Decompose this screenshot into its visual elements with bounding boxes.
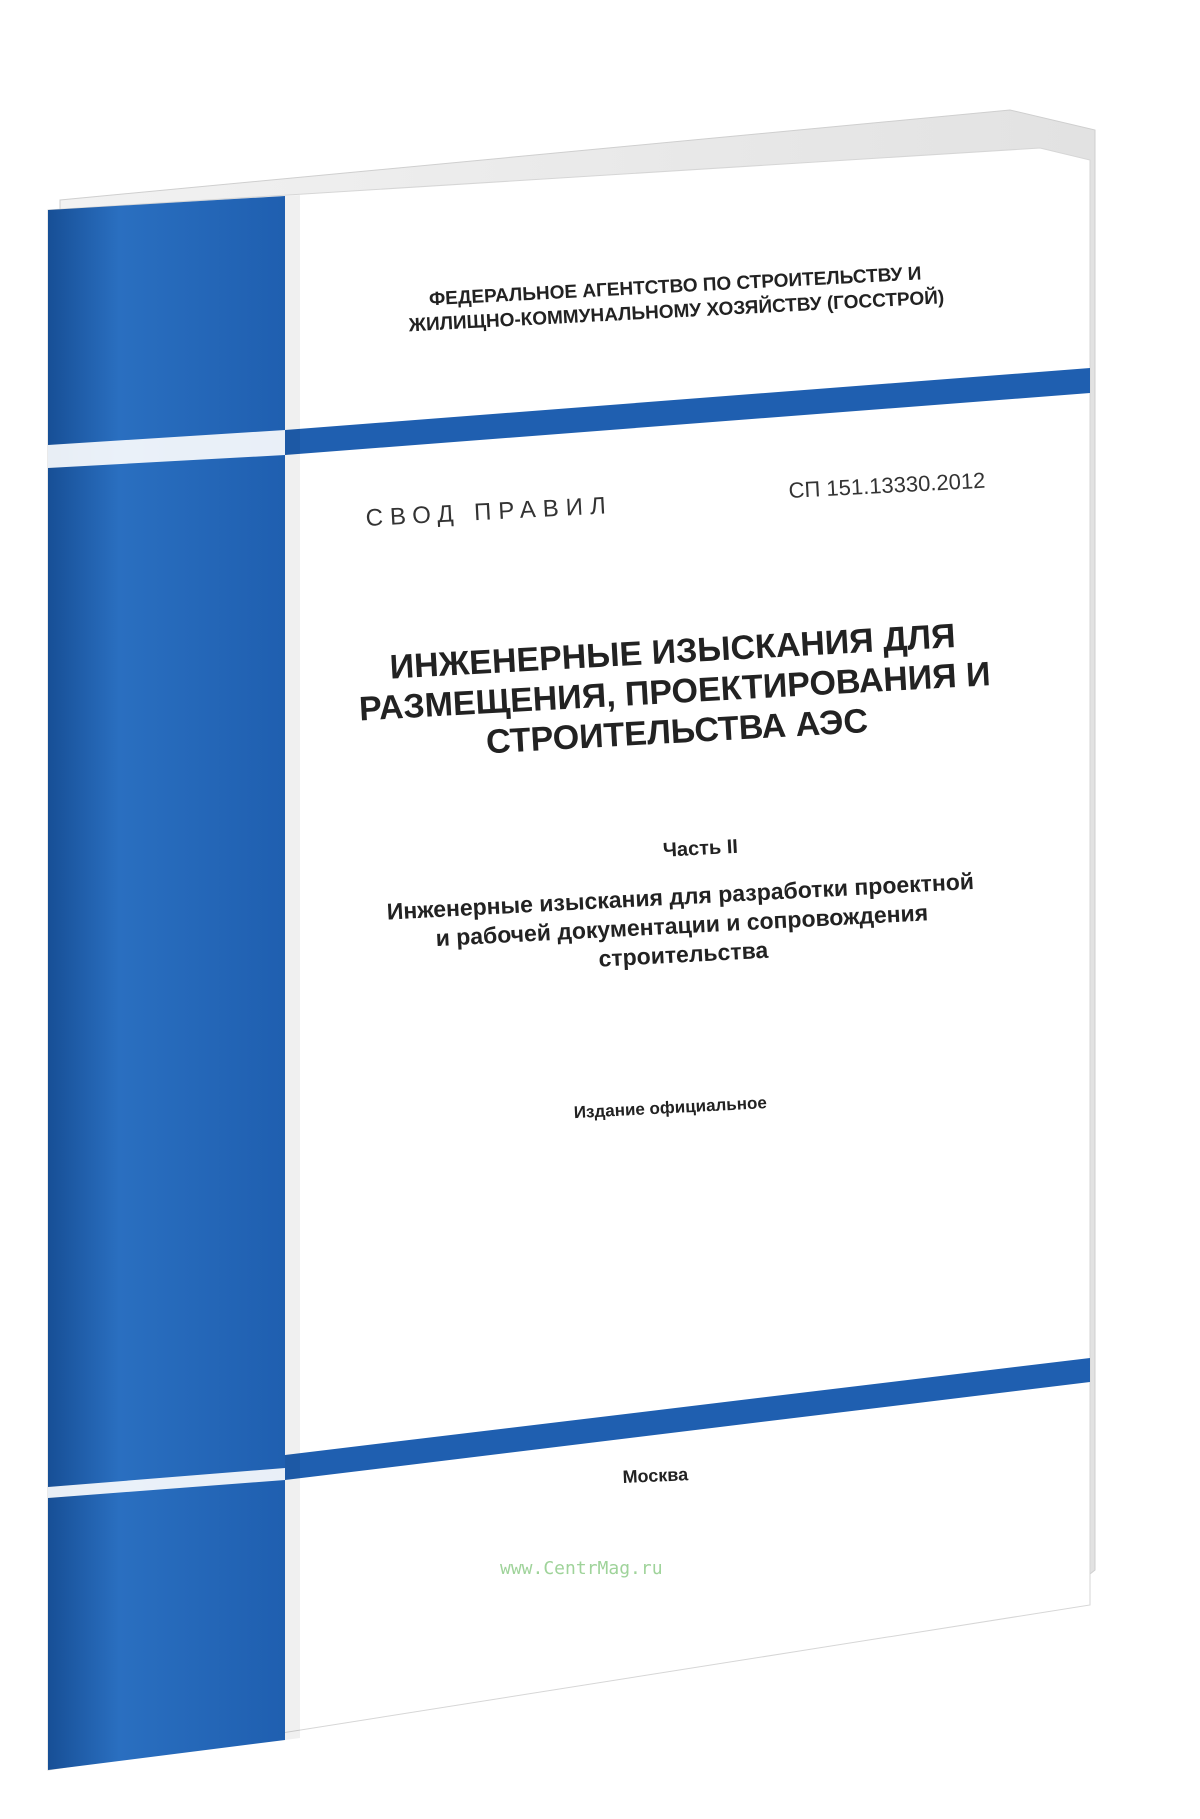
edition-label: Издание официальное xyxy=(573,1093,768,1123)
book-subtitle: Инженерные изыскания для разработки проектной и рабочей документации и сопровождения строительства xyxy=(386,867,975,972)
document-code: СП 151.13330.2012 xyxy=(788,467,986,503)
series-label: СВОД ПРАВИЛ xyxy=(365,492,614,532)
book-title: ИНЖЕНЕРНЫЕ ИЗЫСКАНИЯ ДЛЯ РАЗМЕЩЕНИЯ, ПРОЕКТИРОВАНИЯ И СТРОИТЕЛЬСТВА АЭС xyxy=(358,617,992,762)
publication-city: Москва xyxy=(622,1464,689,1488)
part-label: Часть II xyxy=(662,835,739,862)
cover-spine-band xyxy=(48,196,285,1770)
fold-shadow xyxy=(285,195,300,1740)
site-watermark: www.CentrMag.ru xyxy=(500,1558,663,1579)
publisher-agency: ФЕДЕРАЛЬНОЕ АГЕНТСТВО ПО СТРОИТЕЛЬСТВУ И ЖИЛИЩНО-КОММУНАЛЬНОМУ ХОЗЯЙСТВУ (ГОССТРОЙ) xyxy=(408,263,945,336)
